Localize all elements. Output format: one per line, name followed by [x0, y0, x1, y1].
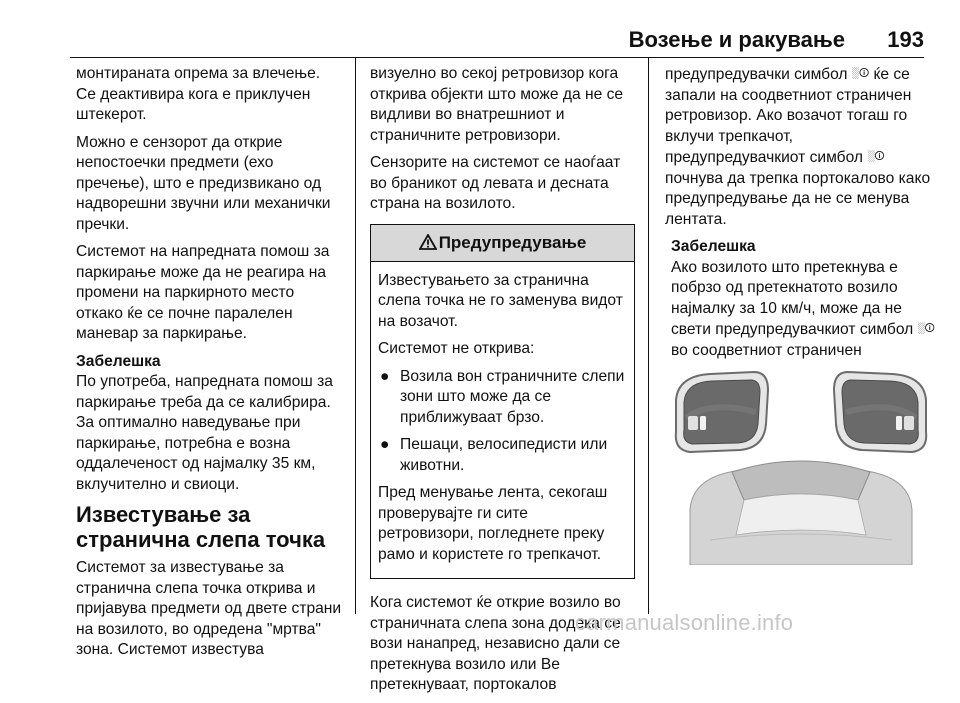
list-item-text: Возила вон страничните слепи зони што може да се приближуваат брзо.: [400, 367, 625, 426]
paragraph: Системот за известување за странична слепа точка открива и пријавува предмети од двете страни на возилото, во одредена "мртва" зона. Системот известува: [76, 559, 342, 658]
text-run: Ако возилото што претекнува е побрзо од претекнатото возило најмалку за 10 км/ч, може да не свети предупредувачкиот симбол: [671, 258, 914, 338]
paragraph: Системот на напредната помош за паркирање може да не реагира на промени на паркирното место откако ќе се почне паралелен маневар за паркирање.: [76, 243, 330, 342]
section-title: Возење и ракување: [628, 27, 845, 52]
warning-box: [370, 224, 635, 580]
section-heading: Известување за странична слепа точка: [76, 502, 326, 552]
blind-spot-symbol-icon: [896, 416, 914, 430]
list-item-text: Пешаци, велосипедисти или животни.: [400, 436, 608, 474]
watermark: carmanualsonline.info: [575, 610, 794, 635]
column-divider: [648, 58, 649, 614]
text-run: предупредувачки симбол: [665, 66, 848, 83]
left-mirror: [676, 372, 768, 452]
paragraph: монтираната опрема за влечење. Се деактивира кога е приклучен штекерот.: [76, 65, 321, 123]
paragraph: Кога системот ќе открие возило во страничната слепа зона додека се вози нанапред, независно дали се претекнува возило или Ве претекнуваат, портокалов: [370, 594, 621, 693]
note-title: Забелешка: [671, 238, 756, 255]
paragraph: [665, 64, 935, 230]
paragraph: Сензорите на системот се наоѓаат во браникот од левата и десната страна на возилото.: [370, 154, 621, 212]
text-run: почнува да трепка портокалово како предупредување да не се менува лентата.: [665, 169, 931, 228]
paragraph: Системот не открива:: [378, 340, 535, 357]
column-divider: [355, 58, 356, 614]
page-number: 193: [887, 27, 924, 52]
paragraph: Можно е сензорот да открие непостоечки предмети (ехо пречење), што е предизвикано од надворешни звучни или механички пречки.: [76, 133, 331, 233]
text-run: ќе се запали на соодветниот страничен ретровизор. Ако возачот тогаш го вклучи трепкачот, предупредувачкиот симбол: [665, 66, 912, 166]
column-3: [665, 64, 935, 389]
blind-spot-symbol-icon: [688, 416, 706, 430]
header-divider: [70, 57, 924, 58]
bullet-list: [378, 367, 627, 477]
blind-spot-symbol-icon: ░🛈: [867, 151, 885, 162]
paragraph: визуелно во секој ретровизор кога открива објекти што може да не се видливи во внатрешниот и страничните ретровизори.: [370, 65, 624, 144]
text-run: во соодветниот страничен: [671, 341, 862, 359]
note-text: По употреба, напредната помош за паркирање треба да се калибрира. За оптимално наведување при паркирање, потребна е возна оддалеченост од најмалку 35 км, вклучително и свиоци.: [76, 373, 333, 493]
bullet-icon: ●: [380, 436, 390, 453]
column-1: [76, 64, 344, 668]
mirror-illustration: [670, 360, 932, 565]
list-item: [378, 435, 627, 476]
blind-spot-symbol-icon: ░🛈: [917, 323, 935, 334]
paragraph: Известувањето за странична слепа точка не го заменува видот на возачот.: [378, 271, 623, 330]
warning-triangle-icon: [419, 234, 437, 250]
column-2: [370, 64, 635, 703]
note-title: Забелешка: [76, 352, 161, 370]
list-item: [378, 367, 627, 429]
bullet-icon: ●: [380, 367, 390, 385]
page-header: [0, 0, 960, 62]
warning-title: Предупредување: [438, 232, 587, 252]
right-mirror: [834, 372, 926, 452]
warning-body: [371, 262, 634, 579]
warning-header: [371, 225, 634, 262]
paragraph: Пред менување лента, секогаш проверувајте ги сите ретровизори, погледнете преку рамо и користете го трепкачот.: [378, 484, 608, 563]
blind-spot-symbol-icon: ░🛈: [851, 68, 870, 79]
